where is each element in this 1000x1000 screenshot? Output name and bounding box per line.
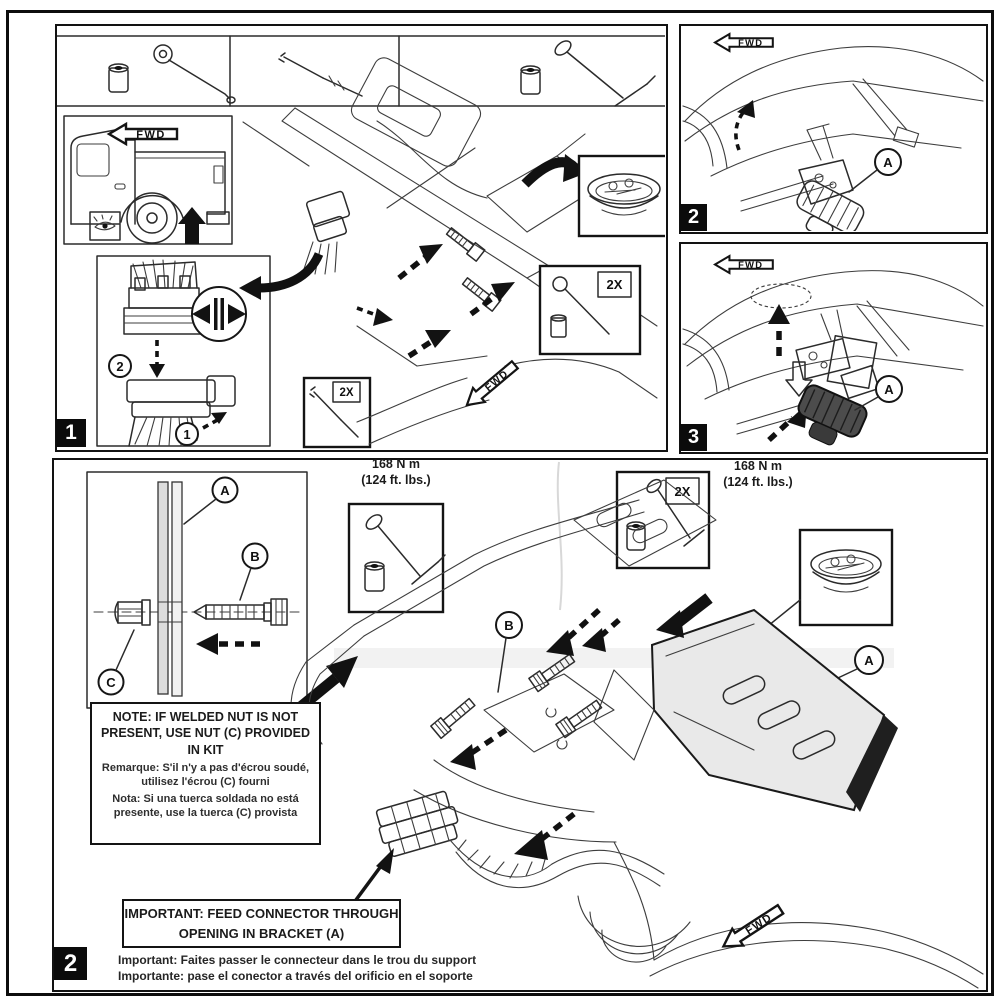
bolt-icon [445, 225, 485, 261]
harness-connector [374, 790, 462, 859]
disconnect-icon [192, 287, 246, 341]
step-number-badge [56, 419, 86, 447]
step-number-badge [54, 947, 87, 980]
ratchet-wrench-icon [154, 45, 235, 103]
step-number-badge [680, 204, 707, 231]
to-inset-arrow [259, 254, 319, 288]
frame-illustration [239, 54, 665, 447]
vehicle-locator [64, 116, 232, 244]
qty-2x-label: 2X [606, 277, 623, 292]
fwd-label: FWD [136, 129, 166, 141]
note-text-en: NOTE: IF WELDED NUT IS NOT PRESENT, USE NUT (C) PROVIDED IN KIT [100, 710, 311, 757]
fwd-direction-icon [715, 256, 773, 273]
fwd-direction-icon [461, 358, 521, 412]
note-text-fr: Remarque: S'il n'y a pas d'écrou soudé, utilisez l'écrou (C) fourni [101, 761, 310, 788]
fwd-direction-icon [718, 901, 786, 955]
sequence-1-marker [176, 423, 198, 445]
important-box [122, 899, 401, 948]
truck-illustration [71, 130, 229, 243]
svg-text:B: B [504, 618, 514, 633]
svg-text:B: B [250, 549, 260, 564]
bolt-icon [556, 697, 604, 737]
nut-bolt-inset [87, 472, 307, 708]
torque-wrench-icon [553, 38, 655, 106]
note-text-es: Nota: Si una tuerca soldada no está presente, use la tuerca (C) provista [112, 793, 299, 819]
underbody-lines [683, 47, 983, 211]
important-text-es: Importante: pase el conector a través del orificio en el soporte [118, 969, 473, 983]
bolt-icon [431, 696, 477, 738]
step-number: 2 [63, 949, 78, 977]
required-tools-strip [57, 36, 665, 106]
svg-text:A: A [220, 483, 230, 498]
panel-step2-top [679, 24, 988, 234]
svg-text:A: A [883, 155, 893, 170]
socket-icon [109, 64, 128, 92]
screwdriver-2x-callout [304, 378, 370, 447]
install-dashed-arrow [470, 730, 506, 754]
location-up-arrow-icon [178, 207, 206, 244]
panel1-illustration [57, 26, 665, 449]
qty-2x-label: 2X [339, 387, 354, 399]
sequence-2-marker [109, 355, 131, 377]
paper-crease [558, 462, 562, 610]
torque-imperial: (124 ft. lbs.) [723, 474, 793, 489]
torque-metric: 168 N m [372, 457, 420, 471]
torque-tool-callout-left [349, 504, 445, 612]
important-text-en: IMPORTANT: FEED CONNECTOR THROUGH OPENING IN BRACKET (A) [124, 906, 399, 941]
ratchet-2x-callout [540, 266, 640, 354]
step-bracket-assembly [787, 124, 867, 231]
solid-install-arrow [678, 598, 709, 622]
panel2-illustration [681, 26, 985, 231]
socket-icon [521, 66, 540, 94]
screwdriver-icon [279, 53, 362, 96]
step-number: 1 [65, 421, 77, 444]
torque-spec-left [348, 457, 444, 488]
parts-bowl-callout [579, 156, 665, 236]
corrugated-harness [450, 840, 664, 888]
fwd-label: FWD [743, 911, 775, 938]
panel-step1 [55, 24, 668, 452]
bolt-icon [461, 275, 501, 311]
eye-icon [90, 212, 120, 240]
step-number-badge [680, 424, 707, 451]
important-text-fr: Important: Faites passer le connecteur dans le trou du support [118, 953, 477, 967]
connector-detail-inset [97, 256, 270, 446]
panel3-illustration [681, 244, 985, 451]
callout-a-marker [849, 149, 901, 192]
callout-c-marker [99, 630, 135, 695]
callout-a-marker [184, 478, 238, 525]
fwd-direction-icon [715, 34, 773, 51]
welded-nut-note-box [90, 702, 321, 845]
callout-a-marker [855, 376, 902, 410]
upper-connector [124, 260, 204, 334]
fwd-label: FWD [738, 37, 764, 48]
svg-text:A: A [884, 382, 894, 397]
panel-step3 [679, 242, 988, 454]
step-number: 3 [687, 426, 700, 448]
svg-text:A: A [864, 653, 874, 668]
callout-b-marker [240, 544, 268, 601]
swing-arrow [736, 110, 745, 150]
fwd-label: FWD [738, 259, 764, 270]
svg-text:1: 1 [183, 427, 191, 442]
fwd-label: FWD [483, 368, 512, 395]
step-number: 2 [687, 206, 700, 228]
torque-imperial: (124 ft. lbs.) [361, 472, 431, 487]
svg-text:2: 2 [116, 359, 124, 374]
qty-2x-label: 2X [674, 484, 691, 499]
bracket-strip [158, 482, 182, 696]
svg-text:C: C [106, 675, 116, 690]
torque-spec-right [706, 459, 810, 490]
torque-metric: 168 N m [734, 459, 782, 473]
fwd-direction-icon [109, 124, 177, 144]
bracket-a-plate [652, 610, 884, 810]
